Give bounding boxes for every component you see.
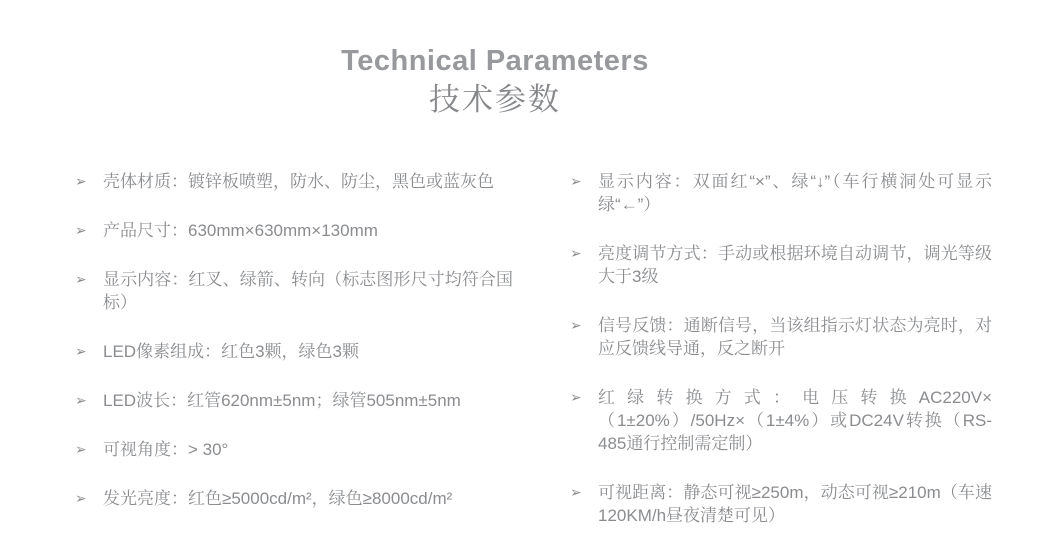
spec-item — [75, 340, 513, 363]
arrow-bullet-icon: ➢ — [75, 392, 87, 408]
arrow-bullet-icon: ➢ — [570, 245, 582, 261]
spec-text: 可视角度：> 30° — [103, 440, 229, 459]
page-title-chinese: 技术参数 — [429, 82, 561, 117]
arrow-bullet-icon: ➢ — [75, 490, 87, 506]
arrow-bullet-icon: ➢ — [75, 271, 87, 287]
arrow-bullet-icon: ➢ — [570, 389, 582, 405]
spec-column-left — [75, 170, 513, 536]
spec-item — [75, 219, 513, 242]
spec-item — [75, 170, 513, 193]
spec-item — [75, 268, 513, 314]
arrow-bullet-icon: ➢ — [570, 484, 582, 500]
spec-item — [570, 386, 992, 455]
arrow-bullet-icon: ➢ — [570, 317, 582, 333]
spec-text: 红绿转换方式：电压转换AC220V×（1±20%）/50Hz×（1±4%）或DC24V转换（RS-485通行控制需定制） — [598, 388, 992, 453]
spec-text: LED像素组成：红色3颗，绿色3颗 — [103, 342, 359, 361]
spec-item — [75, 487, 513, 510]
spec-text: 产品尺寸：630mm×630mm×130mm — [103, 221, 378, 240]
spec-item — [570, 170, 992, 216]
spec-text: 可视距离：静态可视≥250m，动态可视≥210m（车速120KM/h昼夜清楚可见） — [598, 483, 992, 525]
page-title-english: Technical Parameters — [341, 45, 649, 77]
arrow-bullet-icon: ➢ — [75, 173, 87, 189]
arrow-bullet-icon: ➢ — [75, 222, 87, 238]
spec-item — [570, 481, 992, 527]
arrow-bullet-icon: ➢ — [75, 343, 87, 359]
spec-text: 显示内容：双面红“×”、绿“↓”（车行横洞处可显示绿“←”） — [598, 172, 992, 214]
spec-text: 亮度调节方式：手动或根据环境自动调节，调光等级大于3级 — [598, 244, 992, 286]
spec-item — [570, 314, 992, 360]
spec-text: 信号反馈：通断信号，当该组指示灯状态为亮时，对应反馈线导通，反之断开 — [598, 316, 992, 358]
spec-text: 壳体材质：镀锌板喷塑，防水、防尘，黑色或蓝灰色 — [103, 172, 494, 191]
arrow-bullet-icon: ➢ — [570, 173, 582, 189]
spec-item — [570, 242, 992, 288]
spec-column-right — [570, 170, 992, 553]
spec-text: 显示内容：红叉、绿箭、转向（标志图形尺寸均符合国标） — [103, 270, 513, 312]
arrow-bullet-icon: ➢ — [75, 441, 87, 457]
page-header — [0, 44, 990, 119]
spec-item — [75, 438, 513, 461]
spec-text: LED波长：红管620nm±5nm；绿管505nm±5nm — [103, 391, 461, 410]
spec-item — [75, 389, 513, 412]
spec-text: 发光亮度：红色≥5000cd/m²，绿色≥8000cd/m² — [103, 489, 453, 508]
